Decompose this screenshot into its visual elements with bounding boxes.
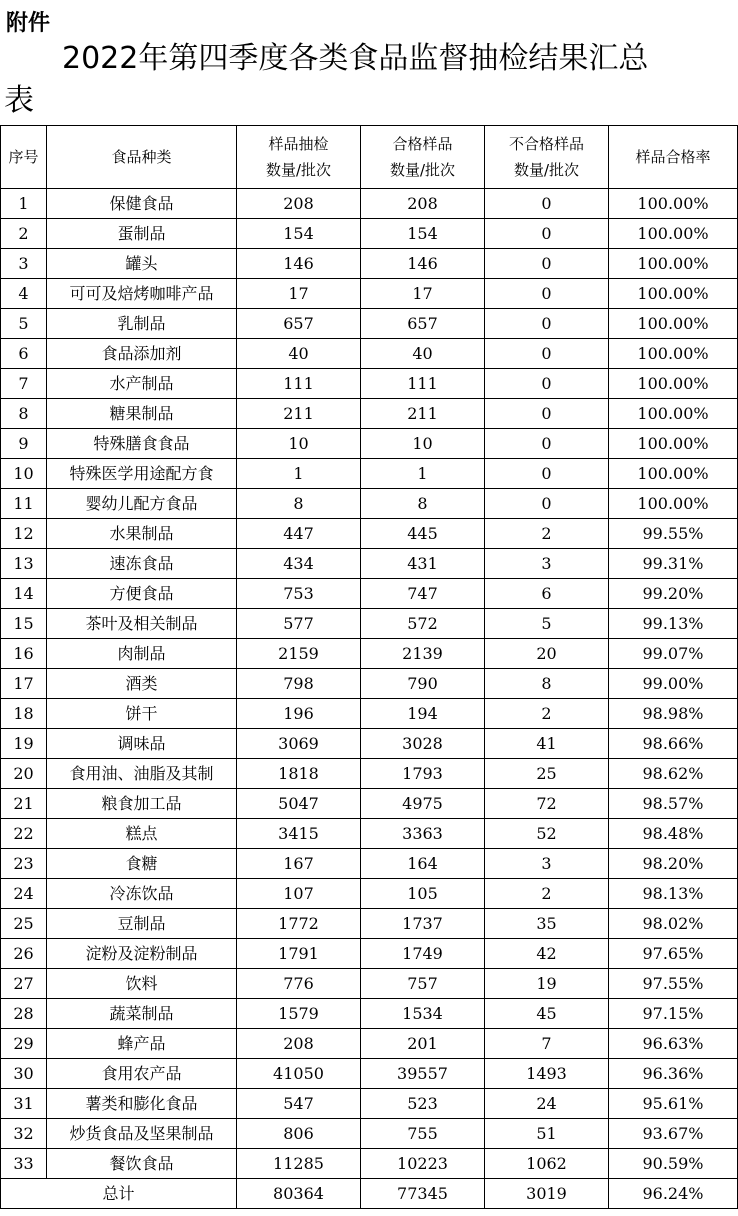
- cell-rate: 97.55%: [609, 969, 738, 999]
- cell-rate: 99.00%: [609, 669, 738, 699]
- cell-sampled: 167: [237, 849, 361, 879]
- cell-sampled: 154: [237, 219, 361, 249]
- cell-seq: 9: [1, 429, 47, 459]
- cell-passed: 208: [361, 189, 485, 219]
- cell-sampled: 196: [237, 699, 361, 729]
- cell-category: 乳制品: [47, 309, 237, 339]
- table-row: [1, 1059, 738, 1089]
- table-row: [1, 999, 738, 1029]
- cell-passed: 10223: [361, 1149, 485, 1179]
- cell-seq: 22: [1, 819, 47, 849]
- cell-seq: 16: [1, 639, 47, 669]
- cell-passed: 146: [361, 249, 485, 279]
- cell-failed: 0: [485, 219, 609, 249]
- cell-seq: 29: [1, 1029, 47, 1059]
- cell-sampled: 577: [237, 609, 361, 639]
- cell-rate: 98.48%: [609, 819, 738, 849]
- cell-category: 速冻食品: [47, 549, 237, 579]
- cell-sampled: 5047: [237, 789, 361, 819]
- cell-passed: 757: [361, 969, 485, 999]
- cell-sampled: 10: [237, 429, 361, 459]
- cell-sampled: 40: [237, 339, 361, 369]
- total-passed: 77345: [361, 1179, 485, 1209]
- cell-category: 薯类和膨化食品: [47, 1089, 237, 1119]
- cell-category: 饼干: [47, 699, 237, 729]
- total-row: [1, 1179, 738, 1209]
- cell-sampled: 208: [237, 189, 361, 219]
- cell-passed: 211: [361, 399, 485, 429]
- cell-sampled: 776: [237, 969, 361, 999]
- cell-rate: 100.00%: [609, 489, 738, 519]
- cell-seq: 5: [1, 309, 47, 339]
- cell-failed: 6: [485, 579, 609, 609]
- table-row: [1, 729, 738, 759]
- header-passed-line2: 数量/批次: [389, 161, 456, 179]
- cell-category: 糖果制品: [47, 399, 237, 429]
- cell-failed: 35: [485, 909, 609, 939]
- cell-sampled: 1791: [237, 939, 361, 969]
- cell-failed: 0: [485, 429, 609, 459]
- table-row: [1, 549, 738, 579]
- cell-rate: 99.13%: [609, 609, 738, 639]
- cell-rate: 100.00%: [609, 219, 738, 249]
- cell-category: 淀粉及淀粉制品: [47, 939, 237, 969]
- table-row: [1, 1149, 738, 1179]
- cell-failed: 5: [485, 609, 609, 639]
- cell-passed: 111: [361, 369, 485, 399]
- cell-passed: 17: [361, 279, 485, 309]
- cell-rate: 98.62%: [609, 759, 738, 789]
- cell-category: 蜂产品: [47, 1029, 237, 1059]
- cell-seq: 20: [1, 759, 47, 789]
- cell-category: 食糖: [47, 849, 237, 879]
- header-failed-line1: 不合格样品: [508, 135, 584, 153]
- table-row: [1, 369, 738, 399]
- cell-passed: 154: [361, 219, 485, 249]
- cell-failed: 52: [485, 819, 609, 849]
- cell-seq: 23: [1, 849, 47, 879]
- cell-failed: 25: [485, 759, 609, 789]
- total-rate: 96.24%: [609, 1179, 738, 1209]
- cell-failed: 3: [485, 549, 609, 579]
- cell-seq: 25: [1, 909, 47, 939]
- cell-rate: 100.00%: [609, 309, 738, 339]
- header-sampled-line2: 数量/批次: [265, 161, 332, 179]
- cell-rate: 97.65%: [609, 939, 738, 969]
- table-row: [1, 489, 738, 519]
- title-line-2: 表: [4, 83, 34, 118]
- cell-passed: 3363: [361, 819, 485, 849]
- cell-failed: 20: [485, 639, 609, 669]
- cell-passed: 3028: [361, 729, 485, 759]
- table-row: [1, 639, 738, 669]
- cell-passed: 8: [361, 489, 485, 519]
- header-seq: 序号: [1, 126, 47, 189]
- cell-sampled: 1772: [237, 909, 361, 939]
- cell-rate: 100.00%: [609, 279, 738, 309]
- header-failed-line2: 数量/批次: [513, 161, 580, 179]
- cell-rate: 98.02%: [609, 909, 738, 939]
- cell-sampled: 1579: [237, 999, 361, 1029]
- cell-rate: 90.59%: [609, 1149, 738, 1179]
- table-row: [1, 909, 738, 939]
- cell-failed: 0: [485, 189, 609, 219]
- cell-sampled: 211: [237, 399, 361, 429]
- header-sampled-line1: 样品抽检: [268, 135, 329, 153]
- header-sampled: [237, 126, 361, 189]
- cell-sampled: 3069: [237, 729, 361, 759]
- cell-seq: 18: [1, 699, 47, 729]
- table-row: [1, 849, 738, 879]
- cell-rate: 100.00%: [609, 369, 738, 399]
- cell-seq: 19: [1, 729, 47, 759]
- cell-category: 特殊医学用途配方食: [47, 459, 237, 489]
- cell-failed: 2: [485, 879, 609, 909]
- cell-sampled: 146: [237, 249, 361, 279]
- cell-category: 特殊膳食食品: [47, 429, 237, 459]
- title-line-1: 2022年第四季度各类食品监督抽检结果汇总: [62, 41, 649, 76]
- cell-category: 糕点: [47, 819, 237, 849]
- cell-seq: 14: [1, 579, 47, 609]
- cell-sampled: 17: [237, 279, 361, 309]
- total-label: 总计: [1, 1179, 237, 1209]
- cell-failed: 7: [485, 1029, 609, 1059]
- cell-failed: 3: [485, 849, 609, 879]
- cell-seq: 30: [1, 1059, 47, 1089]
- header-failed: [485, 126, 609, 189]
- cell-seq: 6: [1, 339, 47, 369]
- cell-passed: 747: [361, 579, 485, 609]
- cell-seq: 1: [1, 189, 47, 219]
- cell-category: 粮食加工品: [47, 789, 237, 819]
- cell-sampled: 107: [237, 879, 361, 909]
- cell-sampled: 8: [237, 489, 361, 519]
- cell-passed: 1749: [361, 939, 485, 969]
- table-row: [1, 939, 738, 969]
- cell-rate: 98.98%: [609, 699, 738, 729]
- cell-seq: 3: [1, 249, 47, 279]
- cell-category: 蛋制品: [47, 219, 237, 249]
- cell-rate: 98.13%: [609, 879, 738, 909]
- cell-sampled: 657: [237, 309, 361, 339]
- cell-category: 调味品: [47, 729, 237, 759]
- cell-category: 食品添加剂: [47, 339, 237, 369]
- cell-category: 可可及焙烤咖啡产品: [47, 279, 237, 309]
- cell-failed: 42: [485, 939, 609, 969]
- cell-failed: 0: [485, 369, 609, 399]
- cell-sampled: 798: [237, 669, 361, 699]
- table-row: [1, 519, 738, 549]
- cell-seq: 7: [1, 369, 47, 399]
- table-body: [1, 189, 738, 1179]
- table-row: [1, 189, 738, 219]
- cell-seq: 24: [1, 879, 47, 909]
- cell-sampled: 2159: [237, 639, 361, 669]
- cell-seq: 12: [1, 519, 47, 549]
- cell-sampled: 41050: [237, 1059, 361, 1089]
- table-row: [1, 819, 738, 849]
- table-row: [1, 759, 738, 789]
- cell-category: 茶叶及相关制品: [47, 609, 237, 639]
- cell-failed: 0: [485, 399, 609, 429]
- cell-passed: 194: [361, 699, 485, 729]
- table-row: [1, 609, 738, 639]
- cell-passed: 4975: [361, 789, 485, 819]
- header-rate: 样品合格率: [609, 126, 738, 189]
- table-row: [1, 579, 738, 609]
- cell-rate: 100.00%: [609, 429, 738, 459]
- table-row: [1, 699, 738, 729]
- cell-passed: 1793: [361, 759, 485, 789]
- cell-seq: 15: [1, 609, 47, 639]
- cell-rate: 97.15%: [609, 999, 738, 1029]
- total-sampled: 80364: [237, 1179, 361, 1209]
- cell-category: 罐头: [47, 249, 237, 279]
- cell-failed: 0: [485, 249, 609, 279]
- cell-rate: 93.67%: [609, 1119, 738, 1149]
- inspection-results-table: [0, 125, 738, 1209]
- cell-passed: 164: [361, 849, 485, 879]
- table-row: [1, 1029, 738, 1059]
- cell-failed: 1493: [485, 1059, 609, 1089]
- cell-rate: 99.55%: [609, 519, 738, 549]
- cell-category: 食用农产品: [47, 1059, 237, 1089]
- cell-category: 饮料: [47, 969, 237, 999]
- cell-rate: 98.57%: [609, 789, 738, 819]
- table-row: [1, 429, 738, 459]
- cell-category: 水产制品: [47, 369, 237, 399]
- cell-failed: 0: [485, 489, 609, 519]
- cell-seq: 2: [1, 219, 47, 249]
- cell-failed: 24: [485, 1089, 609, 1119]
- table-row: [1, 879, 738, 909]
- cell-passed: 201: [361, 1029, 485, 1059]
- cell-passed: 1: [361, 459, 485, 489]
- cell-category: 炒货食品及坚果制品: [47, 1119, 237, 1149]
- cell-failed: 41: [485, 729, 609, 759]
- cell-category: 豆制品: [47, 909, 237, 939]
- cell-failed: 0: [485, 309, 609, 339]
- cell-passed: 2139: [361, 639, 485, 669]
- cell-category: 方便食品: [47, 579, 237, 609]
- cell-seq: 10: [1, 459, 47, 489]
- cell-passed: 790: [361, 669, 485, 699]
- cell-category: 蔬菜制品: [47, 999, 237, 1029]
- cell-failed: 8: [485, 669, 609, 699]
- cell-failed: 2: [485, 699, 609, 729]
- cell-category: 食用油、油脂及其制: [47, 759, 237, 789]
- cell-passed: 445: [361, 519, 485, 549]
- cell-sampled: 3415: [237, 819, 361, 849]
- cell-rate: 99.31%: [609, 549, 738, 579]
- table-row: [1, 399, 738, 429]
- table-row: [1, 249, 738, 279]
- total-failed: 3019: [485, 1179, 609, 1209]
- cell-seq: 27: [1, 969, 47, 999]
- cell-rate: 96.36%: [609, 1059, 738, 1089]
- cell-failed: 19: [485, 969, 609, 999]
- cell-rate: 100.00%: [609, 459, 738, 489]
- cell-rate: 100.00%: [609, 399, 738, 429]
- cell-failed: 0: [485, 279, 609, 309]
- cell-sampled: 11285: [237, 1149, 361, 1179]
- cell-failed: 0: [485, 459, 609, 489]
- cell-rate: 95.61%: [609, 1089, 738, 1119]
- table-row: [1, 279, 738, 309]
- cell-passed: 105: [361, 879, 485, 909]
- cell-sampled: 111: [237, 369, 361, 399]
- cell-passed: 1534: [361, 999, 485, 1029]
- cell-failed: 45: [485, 999, 609, 1029]
- cell-sampled: 447: [237, 519, 361, 549]
- cell-sampled: 434: [237, 549, 361, 579]
- cell-passed: 572: [361, 609, 485, 639]
- cell-passed: 657: [361, 309, 485, 339]
- cell-sampled: 1: [237, 459, 361, 489]
- table-row: [1, 1119, 738, 1149]
- cell-failed: 51: [485, 1119, 609, 1149]
- cell-rate: 98.20%: [609, 849, 738, 879]
- cell-seq: 21: [1, 789, 47, 819]
- cell-sampled: 1818: [237, 759, 361, 789]
- document-title: [2, 38, 736, 122]
- cell-category: 肉制品: [47, 639, 237, 669]
- cell-category: 水果制品: [47, 519, 237, 549]
- cell-sampled: 547: [237, 1089, 361, 1119]
- header-category: 食品种类: [47, 126, 237, 189]
- cell-rate: 99.20%: [609, 579, 738, 609]
- cell-failed: 1062: [485, 1149, 609, 1179]
- cell-sampled: 806: [237, 1119, 361, 1149]
- table-row: [1, 219, 738, 249]
- cell-category: 餐饮食品: [47, 1149, 237, 1179]
- table-row: [1, 309, 738, 339]
- table-row: [1, 789, 738, 819]
- table-header-row: [1, 126, 738, 189]
- table-row: [1, 339, 738, 369]
- cell-seq: 8: [1, 399, 47, 429]
- table-row: [1, 669, 738, 699]
- cell-seq: 26: [1, 939, 47, 969]
- cell-passed: 1737: [361, 909, 485, 939]
- cell-rate: 100.00%: [609, 189, 738, 219]
- cell-category: 保健食品: [47, 189, 237, 219]
- cell-seq: 11: [1, 489, 47, 519]
- cell-category: 酒类: [47, 669, 237, 699]
- cell-seq: 33: [1, 1149, 47, 1179]
- cell-passed: 755: [361, 1119, 485, 1149]
- cell-failed: 72: [485, 789, 609, 819]
- table-row: [1, 969, 738, 999]
- cell-passed: 10: [361, 429, 485, 459]
- cell-seq: 17: [1, 669, 47, 699]
- cell-seq: 32: [1, 1119, 47, 1149]
- cell-passed: 39557: [361, 1059, 485, 1089]
- cell-rate: 98.66%: [609, 729, 738, 759]
- cell-seq: 13: [1, 549, 47, 579]
- cell-seq: 4: [1, 279, 47, 309]
- cell-rate: 100.00%: [609, 339, 738, 369]
- table-row: [1, 1089, 738, 1119]
- cell-passed: 523: [361, 1089, 485, 1119]
- cell-failed: 0: [485, 339, 609, 369]
- cell-sampled: 208: [237, 1029, 361, 1059]
- attachment-label: 附件: [6, 11, 51, 36]
- cell-category: 婴幼儿配方食品: [47, 489, 237, 519]
- table-row: [1, 459, 738, 489]
- cell-passed: 431: [361, 549, 485, 579]
- cell-passed: 40: [361, 339, 485, 369]
- cell-sampled: 753: [237, 579, 361, 609]
- cell-rate: 99.07%: [609, 639, 738, 669]
- cell-seq: 28: [1, 999, 47, 1029]
- header-passed-line1: 合格样品: [392, 135, 453, 153]
- cell-rate: 100.00%: [609, 249, 738, 279]
- cell-failed: 2: [485, 519, 609, 549]
- header-passed: [361, 126, 485, 189]
- cell-category: 冷冻饮品: [47, 879, 237, 909]
- cell-rate: 96.63%: [609, 1029, 738, 1059]
- cell-seq: 31: [1, 1089, 47, 1119]
